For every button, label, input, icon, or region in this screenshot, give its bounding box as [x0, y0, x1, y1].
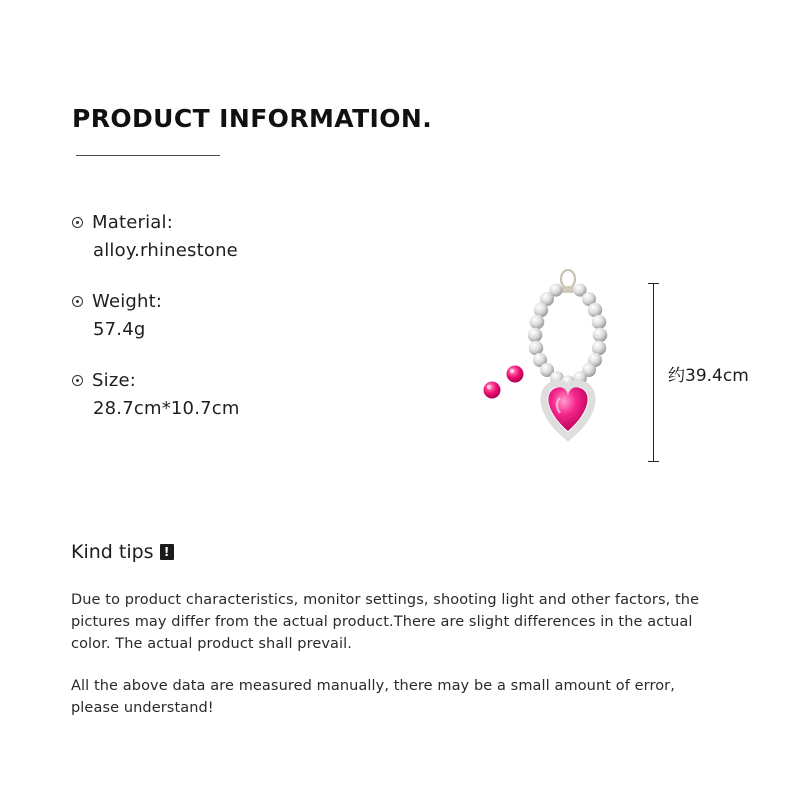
necklace-left-strand	[528, 283, 575, 388]
spec-item-weight	[72, 291, 402, 340]
measurement-dimension-line	[648, 283, 758, 463]
kind-tips-heading	[71, 541, 174, 563]
specification-list	[72, 212, 402, 449]
kind-tips-label: Kind tips	[71, 541, 154, 563]
spec-size-header	[72, 370, 402, 391]
spec-material-label: Material:	[92, 212, 173, 233]
tips-paragraph-1: Due to product characteristics, monitor settings, shooting light and other factors, the pictures may differ from the actual product.There are slight differences in the actual color. The actual product shall prevail.	[71, 592, 700, 652]
necklace-clasp	[561, 270, 575, 293]
spec-material-header	[72, 212, 402, 233]
spec-weight-label: Weight:	[92, 291, 163, 312]
spec-weight-header	[72, 291, 402, 312]
earrings	[484, 366, 524, 399]
spec-item-material	[72, 212, 402, 261]
bullet-dot-icon	[72, 296, 83, 307]
necklace-illustration	[470, 262, 660, 472]
bullet-dot-icon	[72, 217, 83, 228]
spec-size-label: Size:	[92, 370, 137, 391]
spec-size-value: 28.7cm*10.7cm	[93, 398, 240, 419]
spec-weight-value: 57.4g	[93, 319, 146, 340]
title-underline-rule	[76, 155, 220, 156]
spec-item-size	[72, 370, 402, 419]
measure-vertical-line	[653, 283, 654, 461]
product-image	[470, 262, 660, 472]
necklace-right-strand	[573, 283, 607, 385]
heart-pendant	[544, 383, 592, 437]
spec-material-value: alloy.rhinestone	[93, 240, 238, 261]
tips-paragraph-2: All the above data are measured manually, there may be a small amount of error, please understand!	[71, 678, 675, 716]
measure-cap-bottom	[648, 461, 659, 462]
measurement-label: 约39.4cm	[668, 366, 749, 386]
kind-tips-body	[71, 589, 711, 739]
page-title: PRODUCT INFORMATION.	[72, 104, 433, 133]
bullet-dot-icon	[72, 375, 83, 386]
exclamation-icon: !	[160, 544, 174, 560]
